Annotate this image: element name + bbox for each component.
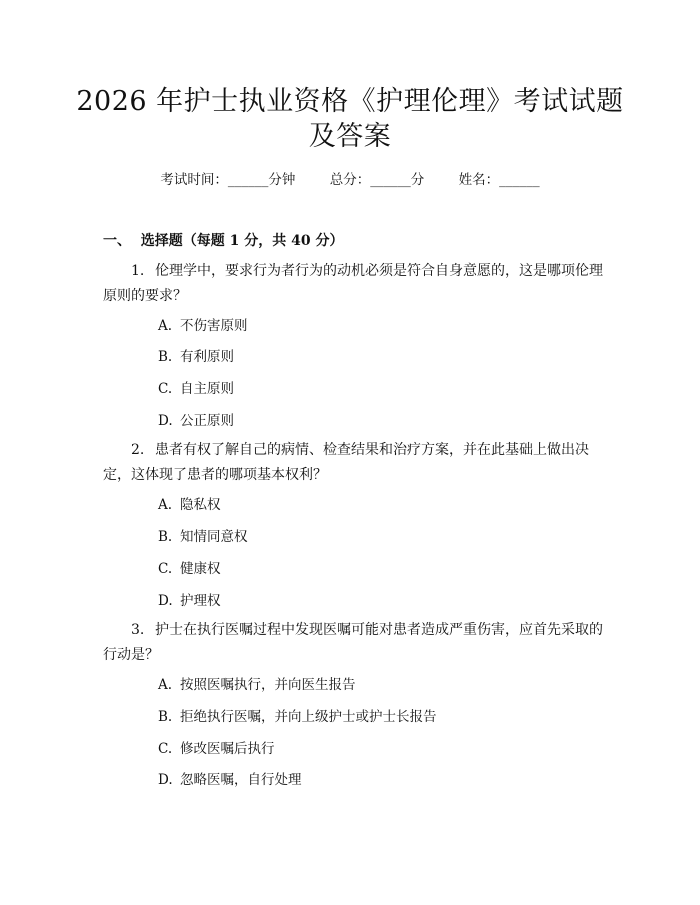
option-3a <box>158 673 356 693</box>
option-text: 健康权 <box>180 561 221 577</box>
option-text: 按照医嘱执行，并向医生报告 <box>180 677 356 693</box>
question-number: 1. <box>131 263 145 279</box>
question-text: 患者有权了解自己的病情、检查结果和治疗方案，并在此基础上做出决定，这体现了患者的哪项基本权利？ <box>103 442 589 483</box>
option-2a <box>158 493 221 513</box>
document-title-line-2: 及答案 <box>308 121 392 152</box>
question-1 <box>103 259 603 309</box>
option-letter: C. <box>158 741 173 757</box>
option-text: 忽略医嘱，自行处理 <box>180 772 302 788</box>
option-text: 不伤害原则 <box>180 318 248 334</box>
option-3d <box>158 768 302 788</box>
option-1d <box>158 409 234 429</box>
exam-info <box>0 168 700 188</box>
option-letter: A. <box>158 497 173 513</box>
option-2d <box>158 589 221 609</box>
section-heading: 一、 选择题（每题 1 分，共 40 分） <box>103 233 344 249</box>
option-text: 知情同意权 <box>180 529 248 545</box>
option-text: 隐私权 <box>180 497 221 513</box>
option-3b <box>158 705 437 725</box>
option-letter: A. <box>158 318 173 334</box>
option-text: 自主原则 <box>180 381 234 397</box>
option-3c <box>158 737 275 757</box>
exam-total-score: 总分：______分 <box>329 172 425 188</box>
question-text: 护士在执行医嘱过程中发现医嘱可能对患者造成严重伤害，应首先采取的行动是？ <box>103 622 603 663</box>
exam-time: 考试时间：______分钟 <box>160 172 296 188</box>
option-letter: C. <box>158 561 173 577</box>
question-2 <box>103 438 603 488</box>
option-letter: B. <box>158 349 173 365</box>
option-text: 公正原则 <box>180 413 234 429</box>
option-2b <box>158 525 248 545</box>
option-letter: B. <box>158 709 173 725</box>
exam-name-field: 姓名：______ <box>458 172 540 188</box>
option-letter: D. <box>158 593 173 609</box>
question-3 <box>103 618 603 668</box>
option-letter: D. <box>158 772 173 788</box>
question-text: 伦理学中，要求行为者行为的动机必须是符合自身意愿的，这是哪项伦理原则的要求？ <box>103 263 603 304</box>
option-text: 有利原则 <box>180 349 234 365</box>
option-text: 护理权 <box>180 593 221 609</box>
option-2c <box>158 557 221 577</box>
option-1b <box>158 345 234 365</box>
option-letter: A. <box>158 677 173 693</box>
option-letter: C. <box>158 381 173 397</box>
question-number: 2. <box>131 442 145 458</box>
option-letter: D. <box>158 413 173 429</box>
option-text: 拒绝执行医嘱，并向上级护士或护士长报告 <box>180 709 437 725</box>
question-number: 3. <box>131 622 145 638</box>
option-letter: B. <box>158 529 173 545</box>
option-1c <box>158 377 234 397</box>
document-title-line-1: 2026 年护士执业资格《护理伦理》考试试题 <box>76 86 624 117</box>
option-1a <box>158 314 248 334</box>
option-text: 修改医嘱后执行 <box>180 741 275 757</box>
